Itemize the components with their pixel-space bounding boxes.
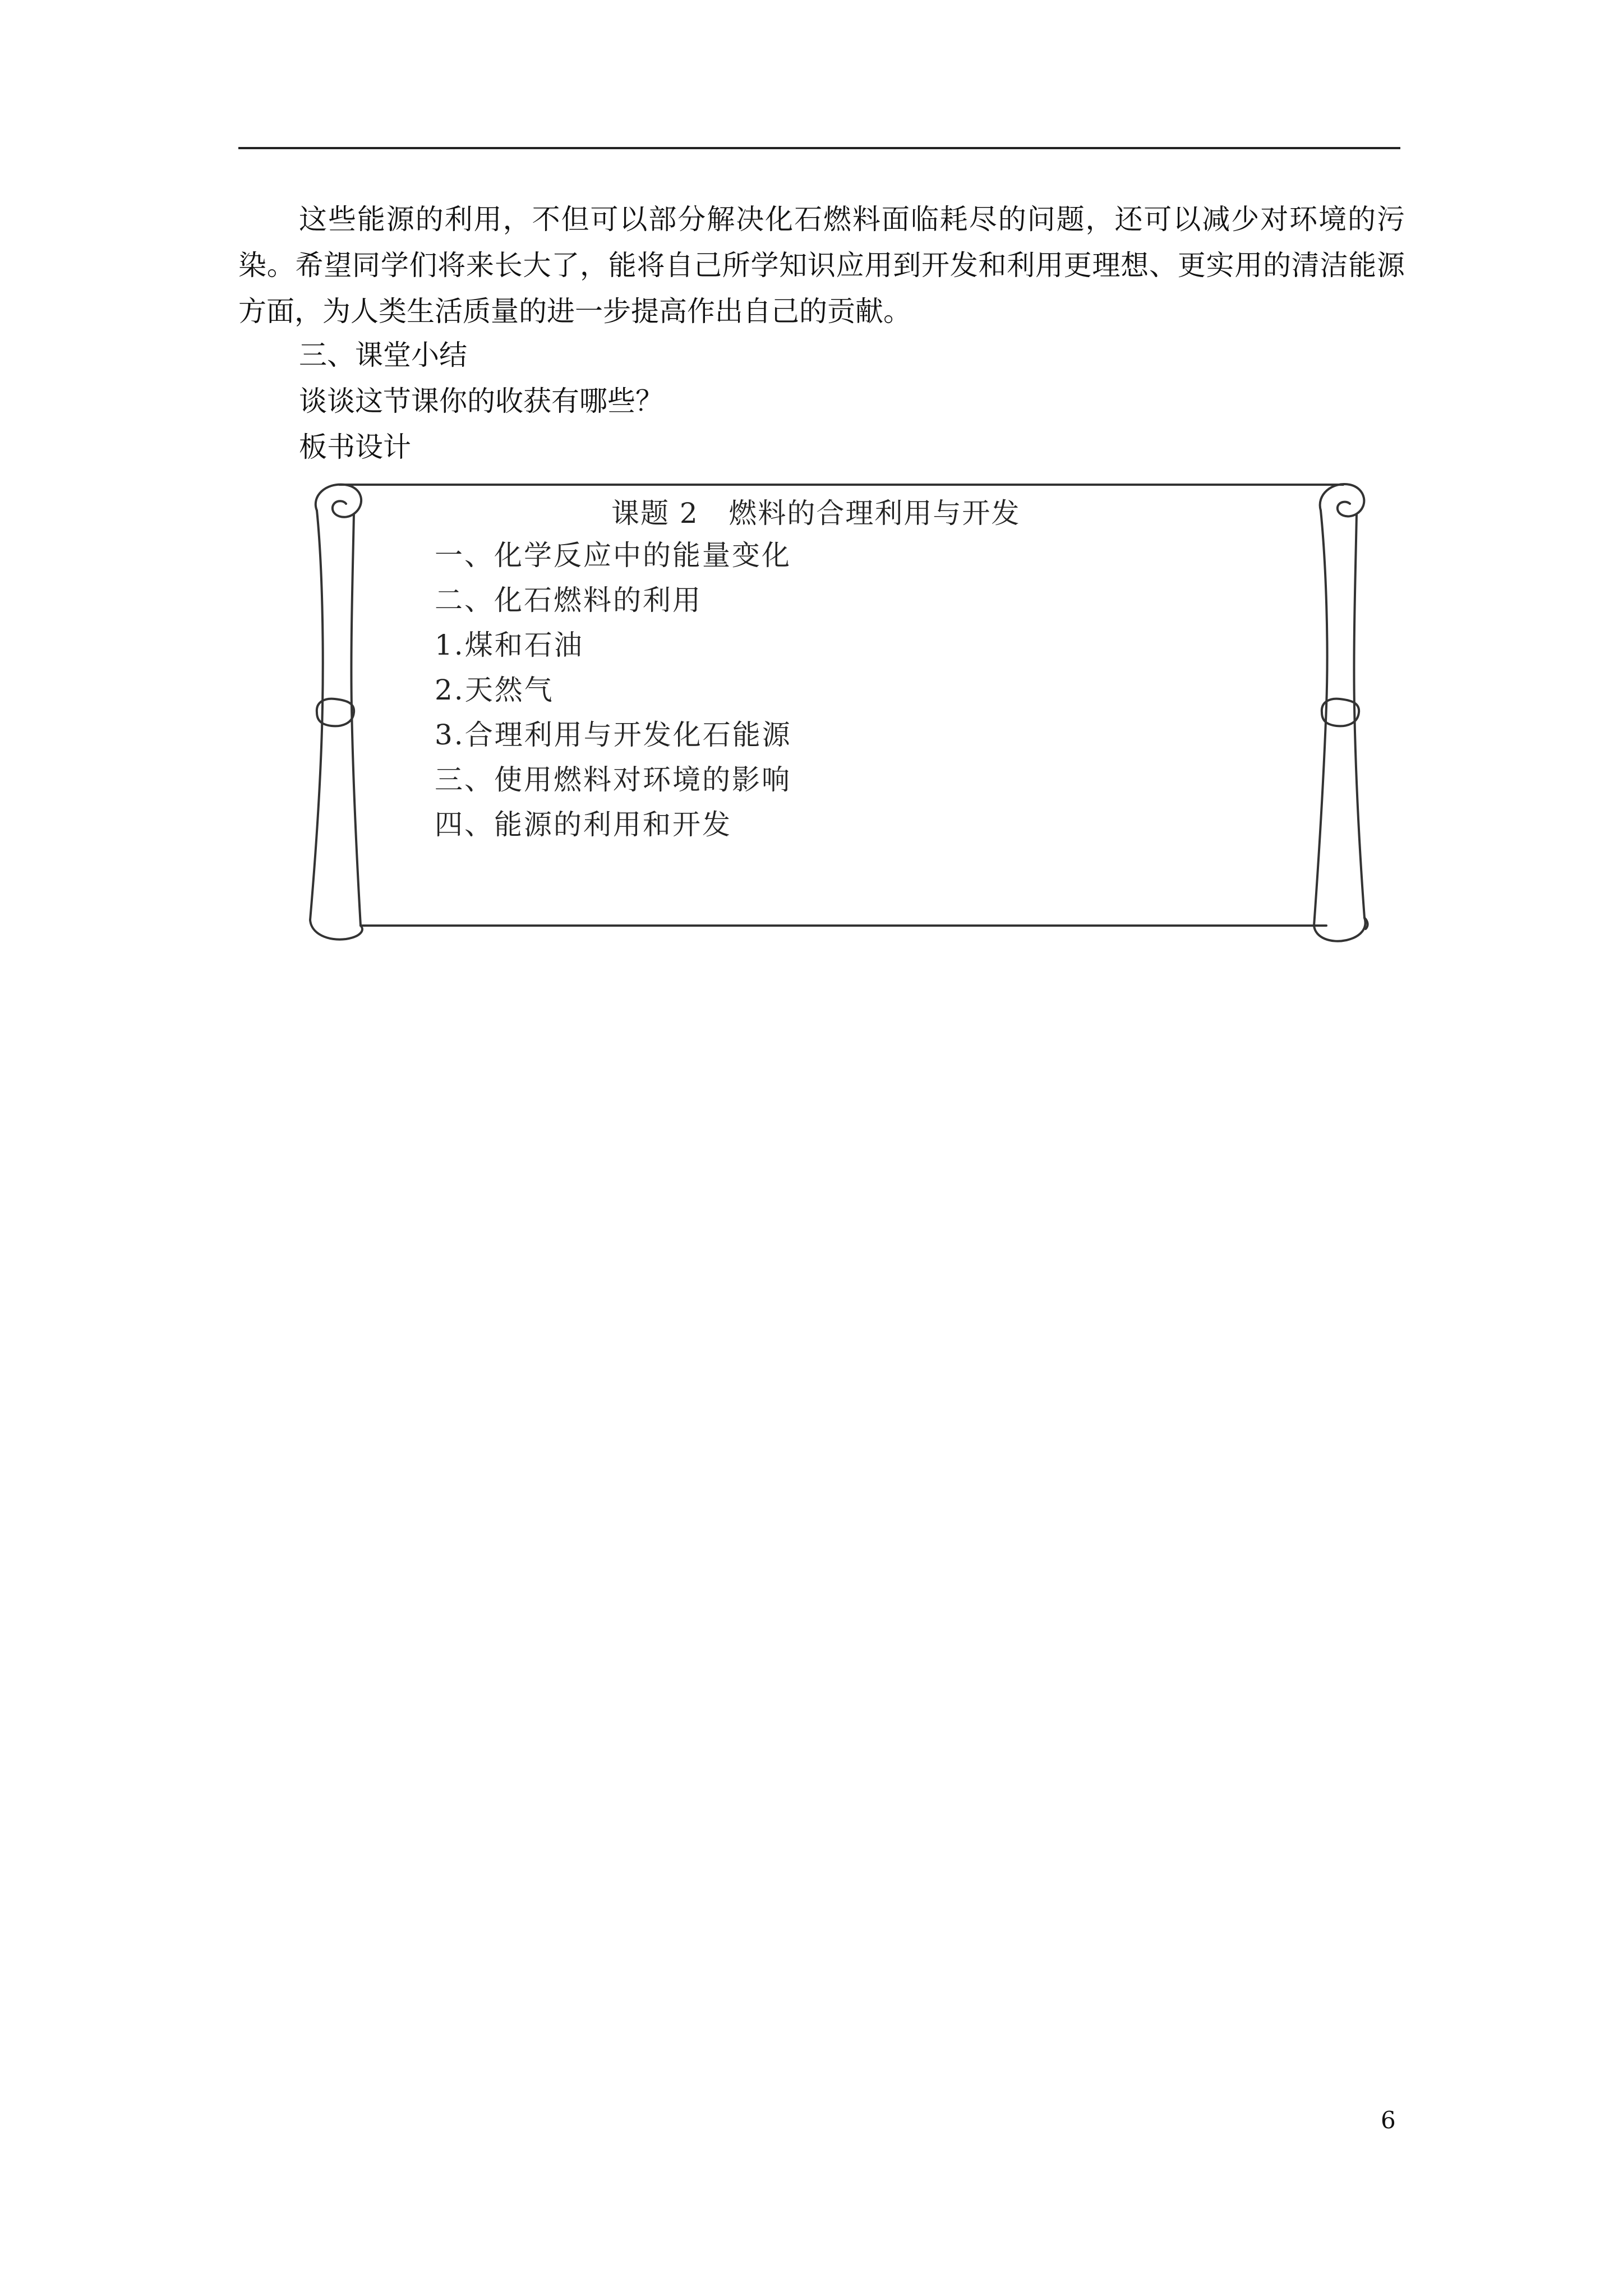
header-rule <box>238 147 1400 149</box>
board-item: 3.合理利用与开发化石能源 <box>435 719 792 751</box>
blackboard-scroll <box>300 477 1377 951</box>
section-heading-summary: 三、课堂小结 <box>299 339 467 371</box>
board-item: 一、化学反应中的能量变化 <box>435 539 791 572</box>
board-item: 四、能源的利用和开发 <box>435 808 732 841</box>
summary-question: 谈谈这节课你的收获有哪些？ <box>299 385 663 417</box>
board-item: 二、化石燃料的利用 <box>435 584 702 616</box>
body-paragraph: 这些能源的利用，不但可以部分解决化石燃料面临耗尽的问题，还可以减少对环境的污染。希望同学们将来长大了，能将自己所学知识应用到开发和利用更理想、更实用的清洁能源方面，为人类生活质量的进一步提高作出自己的贡献。 <box>238 203 1405 328</box>
board-item: 1.煤和石油 <box>435 629 584 661</box>
page-number: 6 <box>1381 2106 1396 2134</box>
board-title: 课题 2 燃料的合理利用与开发 <box>611 497 1021 530</box>
board-item: 三、使用燃料对环境的影响 <box>435 763 791 796</box>
board-design-label: 板书设计 <box>299 431 411 463</box>
board-outline <box>435 533 792 847</box>
board-item: 2.天然气 <box>435 674 554 706</box>
